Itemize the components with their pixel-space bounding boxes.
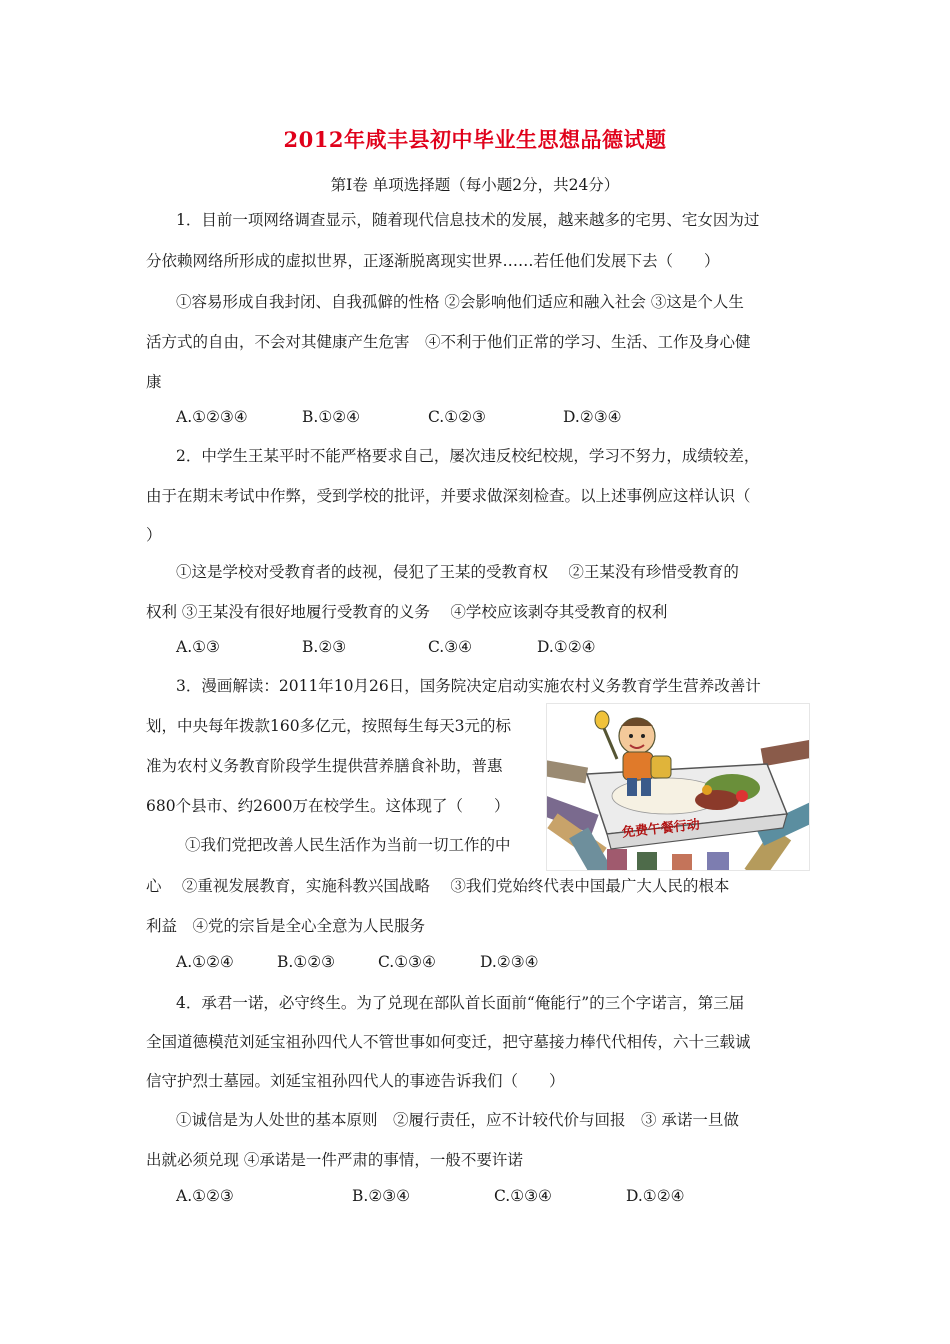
q2-option-c: C.③④ (428, 638, 473, 656)
q3-option-c: C.①③④ (378, 953, 436, 971)
q4-line-1: 4．承君一诺，必守终生。为了兑现在部队首长面前“俺能行”的三个字诺言，第三届 (176, 994, 745, 1012)
q4-line-5: 出就必须兑现 ④承诺是一件严肃的事情，一般不要许诺 (146, 1151, 523, 1169)
q1-line-4: 活方式的自由，不会对其健康产生危害 ④不利于他们正常的学习、生活、工作及身心健 (146, 333, 751, 351)
q3-line-1: 3．漫画解读：2011年10月26日，国务院决定启动实施农村义务教育学生营养改善计 (176, 677, 761, 695)
q2-line-2: 由于在期末考试中作弊，受到学校的批评，并要求做深刻检查。以上述事例应这样认识（ (146, 487, 751, 505)
q4-line-2: 全国道德模范刘延宝祖孙四代人不管世事如何变迁，把守墓接力棒代代相传，六十三载诚 (146, 1033, 751, 1051)
q3-option-a: A.①②④ (176, 953, 234, 971)
q1-line-2: 分依赖网络所形成的虚拟世界，正逐渐脱离现实世界……若任他们发展下去（ ） (146, 252, 720, 270)
q3-line-3: 准为农村义务教育阶段学生提供营养膳食补助，普惠 (146, 757, 503, 775)
q4-line-3: 信守护烈士墓园。刘延宝祖孙四代人的事迹告诉我们（ ） (146, 1072, 565, 1090)
cartoon-drawing (547, 704, 809, 870)
lunch-tray (587, 764, 787, 849)
q3-option-d: D.②③④ (480, 953, 539, 971)
q2-line-3: ） (146, 526, 162, 544)
q3-line-2: 划，中央每年拨款160多亿元，按照每生每天3元的标 (146, 717, 511, 735)
q3-line-5: ①我们党把改善人民生活作为当前一切工作的中 (185, 836, 511, 854)
q1-line-1: 1．目前一项网络调查显示，随着现代信息技术的发展，越来越多的宅男、宅女因为过 (176, 211, 760, 229)
q1-option-a: A.①②③④ (176, 408, 248, 426)
q4-option-a: A.①②③ (176, 1187, 234, 1205)
cartoon-label: 免费午餐行动 (621, 817, 701, 841)
q2-line-5: 权利 ③王某没有很好地履行受教育的义务 ④学校应该剥夺其受教育的权利 (146, 603, 668, 621)
q2-line-4: ①这是学校对受教育者的歧视，侵犯了王某的受教育权 ②王某没有珍惜受教育的 (176, 563, 739, 581)
q3-line-6: 心 ②重视发展教育，实施科教兴国战略 ③我们党始终代表中国最广大人民的根本 (146, 877, 730, 895)
q1-option-b: B.①②④ (302, 408, 361, 426)
q2-option-d: D.①②④ (537, 638, 596, 656)
page-title: 2012年咸丰县初中毕业生思想品德试题 (283, 127, 667, 152)
q1-option-d: D.②③④ (563, 408, 622, 426)
q4-option-b: B.②③④ (352, 1187, 411, 1205)
free-lunch-cartoon (546, 703, 810, 871)
section-heading: 第Ⅰ卷 单项选择题（每小题2分，共24分） (330, 176, 620, 194)
q2-option-b: B.②③ (302, 638, 347, 656)
q1-option-c: C.①②③ (428, 408, 486, 426)
q2-option-a: A.①③ (176, 638, 220, 656)
q3-line-7: 利益 ④党的宗旨是全心全意为人民服务 (146, 917, 426, 935)
q2-line-1: 2．中学生王某平时不能严格要求自己，屡次违反校纪校规，学习不努力，成绩较差， (176, 447, 760, 465)
q1-line-3: ①容易形成自我封闭、自我孤僻的性格 ②会影响他们适应和融入社会 ③这是个人生 (176, 293, 744, 311)
q4-line-4: ①诚信是为人处世的基本原则 ②履行责任，应不计较代价与回报 ③ 承诺一旦做 (176, 1111, 739, 1129)
q3-line-4: 680个县市、约2600万在校学生。这体现了（ ） (146, 797, 510, 815)
q3-option-b: B.①②③ (277, 953, 336, 971)
q4-option-c: C.①③④ (494, 1187, 552, 1205)
q4-option-d: D.①②④ (626, 1187, 685, 1205)
q1-line-5: 康 (146, 373, 162, 391)
